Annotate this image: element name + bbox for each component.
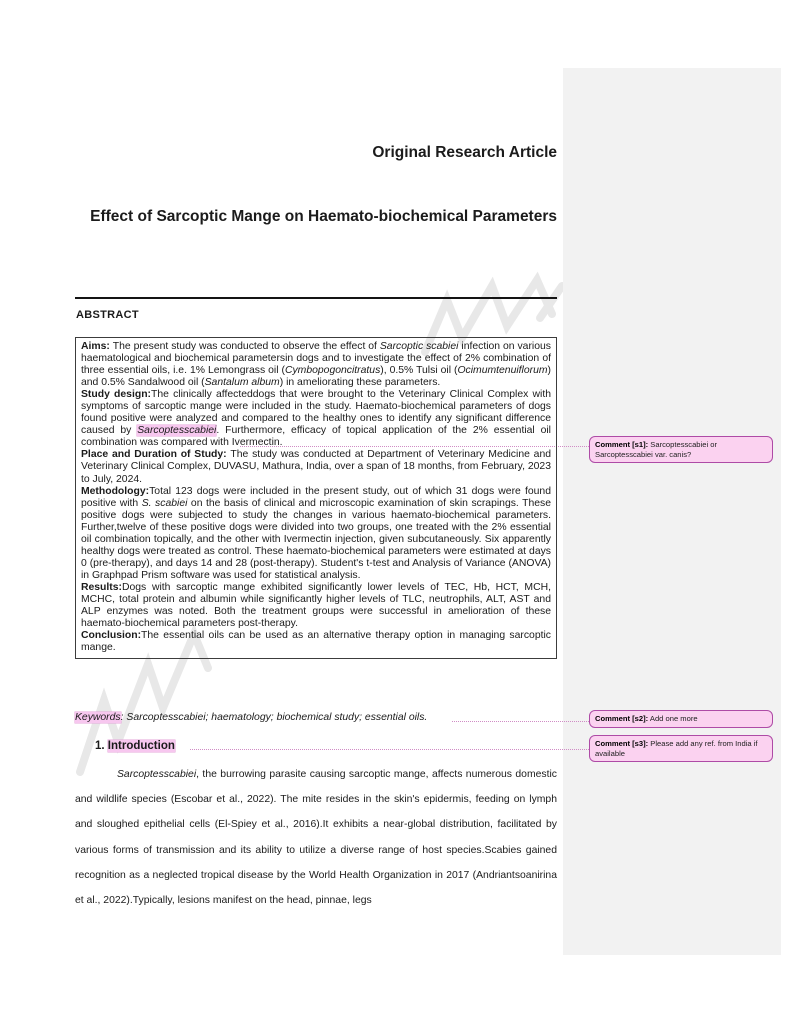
comment-anchor[interactable]: Introduction <box>107 740 175 752</box>
comment-anchor[interactable]: Keywords <box>75 712 121 723</box>
comment-text: Add one more <box>649 714 698 723</box>
comment-label: Comment [s3]: <box>595 739 649 748</box>
text-segment: Ocimumtenuiflorum <box>457 365 548 377</box>
abstract-paragraph-aims <box>81 341 551 389</box>
text-segment: The present study was conducted to observe the effect of <box>112 341 380 352</box>
text-segment: Santalum album <box>204 377 280 389</box>
comment-box-s2[interactable] <box>589 710 773 728</box>
text-segment: S. scabiei <box>141 497 188 509</box>
comment-label: Comment [s2]: <box>595 714 649 723</box>
comment-text: Sarcoptesscabiei or Sarcoptesscabiei var. canis? <box>595 440 717 459</box>
comment-connector-s3 <box>190 749 589 750</box>
text-segment: Sarcoptic scabiei <box>379 341 459 352</box>
text-segment: The study was conducted at Department of Veterinary Medicine and Veterinary Clinical Complex, DUVASU, Mathura, India, over a span of 18 months, from February, 2023 to July, 2024. <box>81 449 551 485</box>
comment-box-s1[interactable] <box>589 436 773 463</box>
text-segment: Conclusion: <box>81 630 142 642</box>
text-segment: ), 0.5% Tulsi oil ( <box>380 365 458 377</box>
comment-text: Please add any ref. from India if available <box>595 739 758 758</box>
text-segment: . Furthermore, efficacy of topical application of the 2% essential oil combination was compared with Ivermectin. <box>81 425 551 449</box>
abstract-box <box>75 337 557 659</box>
abstract-paragraph-results <box>81 582 551 630</box>
abstract-paragraph-study-design <box>81 389 551 449</box>
abstract-label: ABSTRACT <box>76 309 139 321</box>
introduction-paragraph <box>75 762 557 913</box>
text-segment: Aims: <box>81 341 113 352</box>
page-title: Effect of Sarcoptic Mange on Haemato-biochemical Parameters <box>90 208 557 225</box>
text-segment: , the burrowing parasite causing sarcoptic mange, affects numerous domestic and wildlife species (Escobar et al., 2022). The mite resides in the skin's epidermis, feeding on lymph and sloughed epithelial cells (El-Spiey et al., 2016).It exhibits a near-global distribution, facilitated by various forms of transmission and its ability to utilize a diverse range of host species.Scabies gained recognition as a neglected tropical disease by the World Health Organization in 2017 (Andriantsoanirina et al., 2022).Typically, lesions manifest on the head, pinnae, legs <box>75 769 557 907</box>
article-type-heading: Original Research Article <box>372 144 557 161</box>
text-segment: ) in ameliorating these parameters. <box>279 377 441 389</box>
comment-box-s3[interactable] <box>589 735 773 762</box>
section-heading-introduction <box>95 740 175 752</box>
text-segment: Total 123 dogs were included in the present study, out of which 31 dogs were found positive with <box>81 485 551 509</box>
comment-anchor[interactable]: Sarcoptesscabiei <box>137 425 217 437</box>
abstract-divider-rule <box>75 297 557 299</box>
abstract-paragraph-conclusion <box>81 630 551 654</box>
abstract-paragraph-methodology <box>81 486 551 582</box>
text-segment: ) and 0.5% Sandalwood oil ( <box>81 365 551 389</box>
abstract-paragraph-place-duration <box>81 449 551 485</box>
text-segment: Sarcoptesscabiei <box>117 769 197 780</box>
text-segment: Results: <box>81 581 122 593</box>
keywords-line <box>75 711 557 724</box>
text-segment: Study design: <box>81 389 152 401</box>
text-segment: The essential oils can be used as an alternative therapy option in managing sarcoptic mange. <box>81 630 551 654</box>
comments-margin-panel <box>563 68 781 955</box>
text-segment: infection on various haematological and biochemical parametersin dogs and to investigate the effect of 2% combination of three essential oils, i.e. 1% Lemongrass oil ( <box>81 341 551 377</box>
text-segment: on the basis of clinical and microscopic examination of skin scrapings. These positive dogs were subjected to study the changes in various haemato-biochemical parameters. Further,twelve of these positive dogs were divided into two groups, one treated with the 2% essential oil combination topically, and the other with Ivermectin injection, given subcutaneously. Six apparently healthy dogs were treated as control. These haemato-biochemical parameters were estimated at days 0 (pre-therapy), and days 14 and 28 (post-therapy). Student's t-test and Analysis of Variance (ANOVA) in Graphpad Prism software was used for statistical analysis. <box>81 497 551 581</box>
text-segment: : Sarcoptesscabiei; haematology; biochemical study; essential oils. <box>120 712 428 723</box>
comment-label: Comment [s1]: <box>595 440 649 449</box>
text-segment: Place and Duration of Study: <box>81 449 231 461</box>
text-segment: Dogs with sarcoptic mange exhibited significantly lower levels of TEC, Hb, HCT, MCH, MCHC, total protein and albumin while significantly higher levels of TLC, neutrophils, ALT, AST and ALP enzymes was noted. Both the treatment groups were successful in amelioration of these haemato-biochemical parameters post-therapy. <box>81 581 551 630</box>
text-segment: Methodology: <box>81 485 150 497</box>
text-segment: The clinically affecteddogs that were brought to the Veterinary Clinical Complex with symptoms of sarcoptic mange were included in the study. Haemato-biochemical parameters of dogs found positive were analyzed and compared to the healthy ones to identify any significant difference caused by <box>81 389 551 437</box>
text-segment: 1. <box>95 740 108 752</box>
text-segment: Cymbopogoncitratus <box>284 365 381 377</box>
